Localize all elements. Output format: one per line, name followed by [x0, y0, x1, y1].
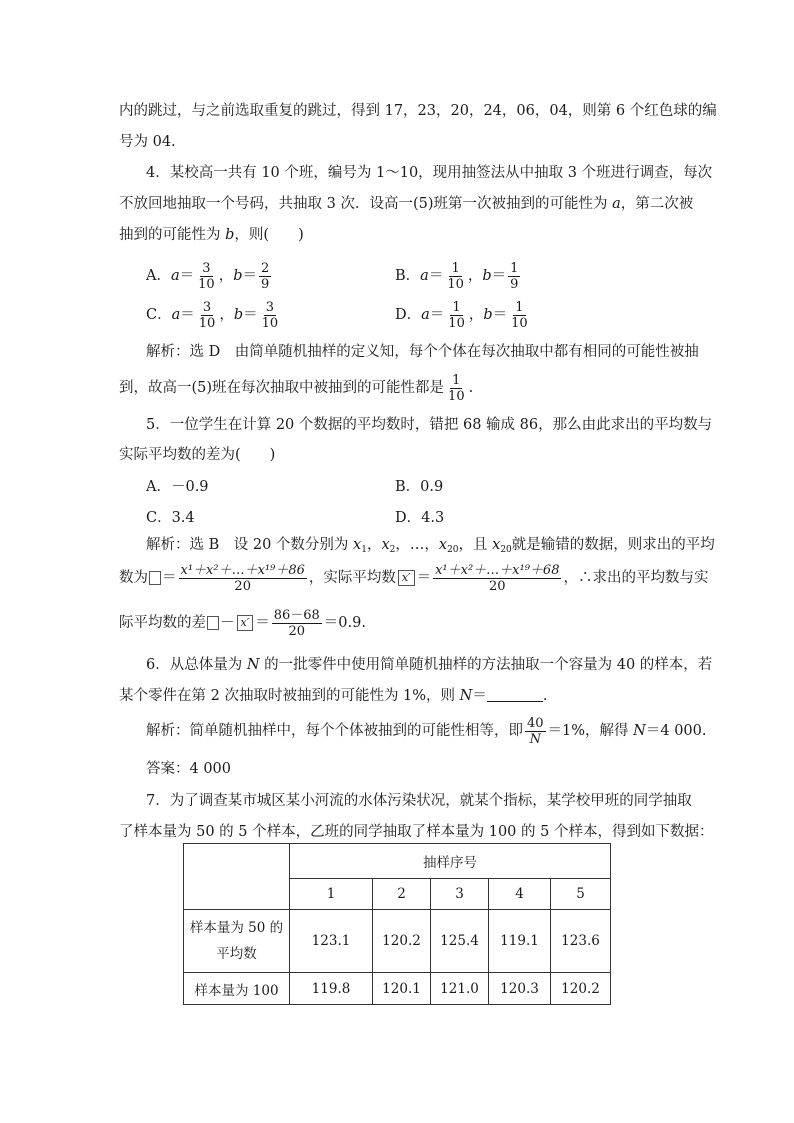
data-table	[183, 843, 611, 1005]
question-5-solution: 解析：选 B 设 20 个数分别为 $x_1$，$x_2$，…，$x_{20}$，且 $x_{20}$就是输错的数据，则求出的平均	[146, 537, 715, 555]
table-cell: 125.4	[431, 910, 489, 973]
table-row-label: 样本量为 50 的 平均数	[184, 910, 290, 973]
question-4-stem: 不放回地抽取一个号码，共抽取 3 次．设高一(5)班第一次被抽到的可能性为 a，第二次被	[119, 196, 694, 212]
question-7-stem: 7．为了调查某市城区某小河流的水体污染状况，就某个指标，某学校甲班的同学抽取	[146, 793, 692, 809]
question-5-stem: 实际平均数的差为( )	[119, 447, 276, 463]
table-group-header: 抽样序号	[290, 844, 611, 879]
table-row	[184, 973, 611, 1005]
table-cell: 119.8	[290, 973, 373, 1005]
table-cell: 123.6	[551, 910, 611, 973]
table-row-label: 样本量为 100	[184, 973, 290, 1005]
question-4-solution: 解析：选 D 由简单随机抽样的定义知，每个个体在每次抽取中都有相同的可能性被抽	[146, 344, 699, 360]
table-corner-cell	[184, 844, 290, 910]
question-6-stem: 6．从总体量为 N 的一批零件中使用简单随机抽样的方法抽取一个容量为 40 的样本，若	[146, 657, 713, 673]
table-cell: 119.1	[489, 910, 551, 973]
table-cell: 121.0	[431, 973, 489, 1005]
option-4D: D．a＝ $\frac{1}{10}$ ，b＝ $\frac{1}{10}$	[395, 299, 528, 331]
question-4-solution: 到，故高一(5)班在每次抽取中被抽到的可能性都是 $\frac{1}{10}$ .	[119, 372, 474, 404]
option-5B: B．0.9	[395, 479, 444, 495]
question-5-solution: 数为 ＝ $\frac{\text{x¹＋x²＋…＋x¹⁹＋86}}{20}$ ，实际平均数 x′ ＝ $\frac{\text{x¹＋x²＋…＋x¹⁹＋68}}{20}$ ，∴求出的平均数与实	[119, 562, 709, 594]
option-5C: C．3.4	[146, 510, 195, 526]
text-line: 号为 04.	[119, 134, 176, 150]
option-4A: A．a＝ $\frac{3}{10}$ ，b＝ $\frac{2}{9}$	[146, 260, 270, 292]
table-column-header: 3	[431, 879, 489, 910]
question-4-stem: 抽到的可能性为 b，则( )	[119, 227, 304, 243]
question-7-stem: 了样本量为 50 的 5 个样本，乙班的同学抽取了样本量为 100 的 5 个样本，得到如下数据：	[119, 824, 714, 840]
table-row	[184, 910, 611, 973]
table-cell: 120.3	[489, 973, 551, 1005]
question-5-stem: 5．一位学生在计算 20 个数据的平均数时，错把 68 输成 86，那么由此求出的平均数与	[146, 417, 713, 433]
question-4-stem: 4．某校高一共有 10 个班，编号为 1～10，现用抽签法从中抽取 3 个班进行调查，每次	[146, 165, 713, 181]
table-column-header: 4	[489, 879, 551, 910]
option-4B: B．a＝ $\frac{1}{10}$ ，b＝ $\frac{1}{9}$	[395, 260, 519, 292]
xbar-placeholder-icon	[207, 616, 219, 630]
option-5A: A．－0.9	[146, 479, 209, 495]
table-cell: 123.1	[290, 910, 373, 973]
option-5D: D．4.3	[395, 510, 445, 526]
table-column-header: 1	[290, 879, 373, 910]
answer-blank	[487, 687, 543, 702]
table-cell: 120.2	[373, 910, 431, 973]
option-4C: C．a＝ $\frac{3}{10}$ ，b＝ $\frac{3}{10}$	[146, 299, 279, 331]
table-cell: 120.1	[373, 973, 431, 1005]
table-column-header: 5	[551, 879, 611, 910]
question-6-stem: 某个零件在第 2 次抽取时被抽到的可能性为 1%，则 N＝ .	[119, 688, 548, 704]
question-5-solution: 际平均数的差 － x′ ＝ $\frac{86-68}{20}$ ＝0.9.	[119, 607, 366, 639]
xbar-placeholder-icon	[149, 571, 161, 585]
text-line: 内的跳过，与之前选取重复的跳过，得到 17，23，20，24，06，04，则第 6 个红色球的编	[119, 103, 717, 119]
question-6-solution: 解析：简单随机抽样中，每个个体被抽到的可能性相等，即 $\frac{40}{N}$ ＝1%，解得 N＝4 000.	[146, 715, 707, 747]
table-column-header: 2	[373, 879, 431, 910]
question-6-answer: 答案：4 000	[146, 761, 232, 777]
table-cell: 120.2	[551, 973, 611, 1005]
